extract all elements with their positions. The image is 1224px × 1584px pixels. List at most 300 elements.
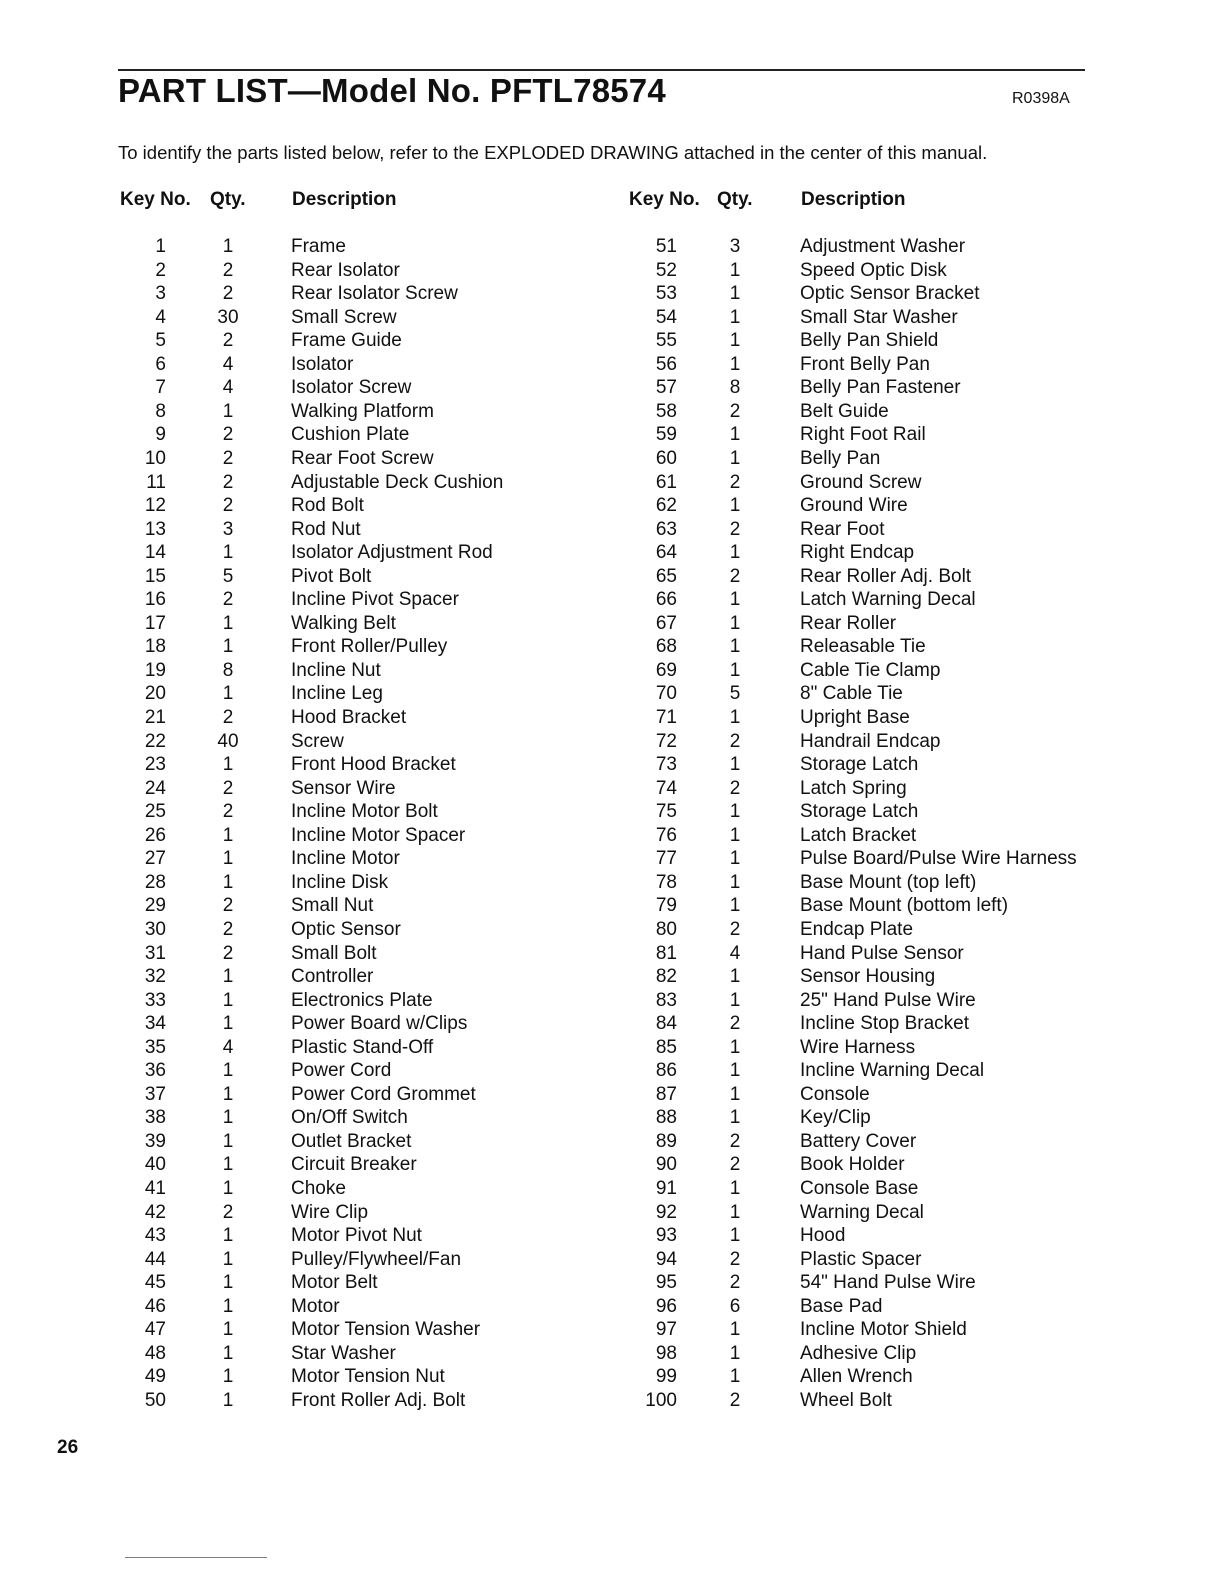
part-description: Rear Foot Screw	[291, 447, 434, 469]
part-key: 88	[655, 1107, 677, 1129]
part-description: Small Star Washer	[800, 306, 958, 328]
part-description: On/Off Switch	[291, 1107, 408, 1129]
part-description: Rear Foot	[800, 518, 885, 540]
part-key: 10	[144, 447, 166, 469]
part-key: 8	[155, 400, 166, 422]
part-key: 80	[655, 918, 677, 940]
part-description: Latch Warning Decal	[800, 589, 976, 611]
part-description: Incline Motor Spacer	[291, 824, 466, 846]
part-key: 50	[144, 1389, 166, 1411]
part-key: 52	[655, 259, 677, 281]
part-key: 25	[144, 801, 166, 823]
part-key: 17	[144, 612, 166, 634]
part-qty: 1	[729, 801, 741, 823]
part-description: Console	[800, 1083, 870, 1105]
part-qty: 1	[222, 1248, 234, 1270]
part-qty: 2	[729, 918, 741, 940]
part-key: 6	[155, 353, 166, 375]
part-key: 15	[144, 565, 166, 587]
part-key: 21	[144, 707, 166, 728]
part-description: Plastic Spacer	[800, 1248, 922, 1270]
part-qty: 3	[222, 518, 234, 540]
part-key: 72	[655, 730, 677, 752]
part-qty: 2	[729, 1272, 741, 1294]
part-qty: 1	[729, 966, 741, 988]
part-qty: 1	[222, 1225, 234, 1247]
part-key: 65	[655, 565, 677, 587]
part-key: 83	[655, 989, 677, 1011]
part-description: Isolator Adjustment Rod	[291, 542, 493, 564]
part-key: 20	[144, 683, 166, 705]
part-qty: 1	[222, 1178, 234, 1199]
left-header-key: Key No.	[120, 189, 191, 210]
part-key: 64	[655, 542, 677, 564]
part-key: 85	[655, 1036, 677, 1058]
part-key: 56	[655, 353, 677, 375]
part-key: 96	[655, 1295, 677, 1317]
part-qty: 2	[729, 1154, 741, 1176]
part-key: 79	[655, 895, 677, 917]
part-qty: 1	[729, 1036, 741, 1058]
part-description: Front Roller Adj. Bolt	[291, 1389, 466, 1411]
part-qty: 2	[222, 447, 234, 469]
part-qty: 8	[222, 659, 234, 681]
part-qty: 1	[729, 1342, 741, 1364]
part-description: Screw	[291, 730, 344, 752]
part-description: Right Endcap	[800, 542, 915, 564]
part-description: Storage Latch	[800, 801, 919, 823]
part-key: 87	[655, 1083, 677, 1105]
part-key: 57	[655, 377, 677, 399]
part-qty: 1	[222, 1013, 234, 1035]
part-qty: 2	[729, 730, 741, 752]
part-description: Motor Belt	[291, 1272, 378, 1294]
part-qty: 4	[222, 1036, 234, 1058]
part-qty: 2	[729, 1389, 741, 1411]
part-key: 29	[144, 895, 166, 917]
part-qty: 2	[729, 518, 741, 540]
part-description: Small Screw	[291, 306, 397, 328]
part-qty: 2	[222, 471, 234, 493]
part-description: Motor Tension Washer	[291, 1319, 481, 1341]
part-description: Frame Guide	[291, 330, 402, 352]
part-description: Front Hood Bracket	[291, 754, 456, 776]
part-description: Outlet Bracket	[291, 1130, 412, 1152]
part-description: Base Mount (bottom left)	[800, 895, 1009, 917]
part-key: 47	[144, 1319, 166, 1341]
part-description: Belly Pan Shield	[800, 330, 939, 352]
part-key: 59	[655, 424, 677, 446]
part-description: Incline Leg	[291, 683, 383, 705]
part-description: Motor Pivot Nut	[291, 1225, 422, 1247]
part-key: 37	[144, 1083, 166, 1105]
bottom-line	[125, 1557, 267, 1558]
part-key: 61	[655, 471, 677, 493]
part-description: Hood	[800, 1225, 846, 1247]
part-qty: 1	[729, 1366, 741, 1388]
document-code: R0398A	[1012, 90, 1070, 107]
part-qty: 2	[222, 918, 234, 940]
part-qty: 2	[222, 283, 234, 305]
part-key: 99	[655, 1366, 677, 1388]
part-qty: 40	[217, 730, 239, 752]
left-header-qty: Qty.	[210, 189, 246, 210]
part-qty: 1	[729, 306, 741, 328]
page-title: PART LIST—Model No. PFTL78574	[118, 72, 666, 109]
part-description: Pulley/Flywheel/Fan	[291, 1248, 462, 1270]
part-key: 4	[155, 306, 166, 328]
part-qty: 2	[729, 1248, 741, 1270]
part-description: Cable Tie Clamp	[800, 659, 941, 681]
part-key: 81	[655, 942, 677, 964]
right-header-qty: Qty.	[717, 189, 753, 210]
part-description: Adjustment Washer	[800, 236, 966, 257]
part-key: 5	[155, 330, 166, 352]
part-key: 73	[655, 754, 677, 776]
part-qty: 1	[222, 1083, 234, 1105]
part-description: Hand Pulse Sensor	[800, 942, 964, 964]
part-key: 71	[655, 707, 677, 728]
part-description: Incline Motor Shield	[800, 1319, 967, 1341]
part-qty: 1	[222, 236, 234, 257]
part-qty: 2	[729, 400, 741, 422]
part-description: Belt Guide	[800, 400, 889, 422]
part-qty: 1	[729, 259, 741, 281]
part-description: Small Nut	[291, 895, 374, 917]
part-key: 74	[655, 777, 677, 799]
part-description: Latch Spring	[800, 777, 907, 799]
part-description: Rear Isolator	[291, 259, 400, 281]
part-description: Wheel Bolt	[800, 1389, 892, 1411]
part-description: Belly Pan Fastener	[800, 377, 961, 399]
part-qty: 1	[729, 1083, 741, 1105]
part-description: Motor	[291, 1295, 340, 1317]
part-key: 58	[655, 400, 677, 422]
part-key: 13	[144, 518, 166, 540]
part-qty: 4	[222, 353, 234, 375]
part-description: 8" Cable Tie	[800, 683, 903, 705]
part-description: Rear Roller	[800, 612, 897, 634]
part-key: 77	[655, 848, 677, 870]
part-key: 30	[144, 918, 166, 940]
right-header-description: Description	[801, 189, 906, 210]
part-description: Belly Pan	[800, 447, 881, 469]
part-key: 62	[655, 495, 677, 517]
part-qty: 1	[729, 447, 741, 469]
part-qty: 2	[222, 801, 234, 823]
part-key: 95	[655, 1272, 677, 1294]
part-qty: 1	[729, 636, 741, 658]
part-key: 68	[655, 636, 677, 658]
part-key: 69	[655, 659, 677, 681]
part-description: Releasable Tie	[800, 636, 926, 658]
part-description: Walking Platform	[291, 400, 434, 422]
part-key: 49	[144, 1366, 166, 1388]
part-qty: 2	[222, 777, 234, 799]
part-qty: 5	[729, 683, 741, 705]
part-key: 54	[655, 306, 677, 328]
part-qty: 1	[222, 1319, 234, 1341]
part-qty: 1	[729, 659, 741, 681]
part-key: 82	[655, 966, 677, 988]
part-description: Circuit Breaker	[291, 1154, 417, 1176]
part-qty: 1	[729, 612, 741, 634]
part-qty: 1	[222, 1295, 234, 1317]
part-key: 24	[144, 777, 166, 799]
part-qty: 1	[222, 1389, 234, 1411]
part-key: 53	[655, 283, 677, 305]
part-qty: 1	[729, 330, 741, 352]
part-qty: 1	[729, 589, 741, 611]
part-qty: 5	[222, 565, 234, 587]
part-key: 44	[144, 1248, 166, 1270]
part-qty: 4	[729, 942, 741, 964]
part-key: 22	[144, 730, 166, 752]
part-key: 48	[144, 1342, 166, 1364]
part-qty: 2	[222, 707, 234, 728]
part-description: Base Pad	[800, 1295, 883, 1317]
part-qty: 2	[729, 777, 741, 799]
part-key: 93	[655, 1225, 677, 1247]
part-key: 63	[655, 518, 677, 540]
part-qty: 3	[729, 236, 741, 257]
part-key: 38	[144, 1107, 166, 1129]
part-key: 34	[144, 1013, 166, 1035]
part-qty: 1	[729, 495, 741, 517]
part-key: 55	[655, 330, 677, 352]
part-qty: 1	[222, 824, 234, 846]
part-description: Controller	[291, 966, 374, 988]
part-qty: 1	[729, 1201, 741, 1223]
part-key: 7	[155, 377, 166, 399]
part-qty: 1	[729, 1178, 741, 1199]
part-description: Incline Stop Bracket	[800, 1013, 969, 1035]
part-qty: 1	[222, 989, 234, 1011]
part-qty: 1	[729, 824, 741, 846]
part-qty: 1	[222, 966, 234, 988]
part-qty: 1	[729, 283, 741, 305]
part-qty: 1	[222, 754, 234, 776]
part-description: Incline Warning Decal	[800, 1060, 985, 1082]
part-key: 42	[144, 1201, 166, 1223]
part-qty: 30	[217, 306, 239, 328]
part-key: 84	[655, 1013, 677, 1035]
part-key: 26	[144, 824, 166, 846]
part-qty: 1	[729, 895, 741, 917]
part-description: Wire Harness	[800, 1036, 916, 1058]
part-qty: 1	[222, 683, 234, 705]
part-description: Walking Belt	[291, 612, 396, 634]
part-description: Isolator Screw	[291, 377, 412, 399]
part-qty: 1	[729, 1225, 741, 1247]
part-qty: 2	[222, 589, 234, 611]
left-header-description: Description	[292, 189, 397, 210]
part-key: 70	[655, 683, 677, 705]
part-description: Endcap Plate	[800, 918, 914, 940]
part-key: 27	[144, 848, 166, 870]
part-description: Isolator	[291, 353, 354, 375]
part-key: 97	[655, 1319, 677, 1341]
part-description: Electronics Plate	[291, 989, 433, 1011]
part-qty: 1	[729, 989, 741, 1011]
part-key: 3	[155, 283, 166, 305]
part-key: 98	[655, 1342, 677, 1364]
part-description: Ground Wire	[800, 495, 908, 517]
part-key: 19	[144, 659, 166, 681]
part-key: 16	[144, 589, 166, 611]
part-qty: 6	[729, 1295, 741, 1317]
part-description: Power Cord Grommet	[291, 1083, 476, 1105]
part-key: 100	[645, 1389, 677, 1411]
part-qty: 1	[222, 1154, 234, 1176]
part-key: 31	[144, 942, 166, 964]
part-qty: 2	[222, 330, 234, 352]
part-key: 39	[144, 1130, 166, 1152]
part-key: 18	[144, 636, 166, 658]
part-description: Pivot Bolt	[291, 565, 372, 587]
part-qty: 1	[222, 1366, 234, 1388]
part-qty: 1	[729, 754, 741, 776]
part-description: Incline Motor Bolt	[291, 801, 438, 823]
part-qty: 1	[729, 424, 741, 446]
part-description: Storage Latch	[800, 754, 919, 776]
part-key: 86	[655, 1060, 677, 1082]
part-qty: 2	[222, 1201, 234, 1223]
part-description: Small Bolt	[291, 942, 377, 964]
part-description: Wire Clip	[291, 1201, 369, 1223]
part-description: 54" Hand Pulse Wire	[800, 1272, 976, 1294]
title-rule	[118, 69, 1085, 71]
part-description: Adjustable Deck Cushion	[291, 471, 504, 493]
part-qty: 2	[729, 565, 741, 587]
part-key: 33	[144, 989, 166, 1011]
part-key: 1	[155, 236, 166, 257]
part-key: 66	[655, 589, 677, 611]
part-description: Console Base	[800, 1178, 919, 1199]
part-description: Plastic Stand-Off	[291, 1036, 434, 1058]
part-description: Pulse Board/Pulse Wire Harness	[800, 848, 1077, 870]
part-key: 75	[655, 801, 677, 823]
part-description: Book Holder	[800, 1154, 905, 1176]
part-qty: 1	[729, 542, 741, 564]
part-description: Upright Base	[800, 707, 910, 728]
part-key: 51	[655, 236, 677, 257]
part-description: Incline Pivot Spacer	[291, 589, 459, 611]
part-description: Optic Sensor Bracket	[800, 283, 980, 305]
part-qty: 1	[222, 1272, 234, 1294]
part-description: Rear Isolator Screw	[291, 283, 458, 305]
part-qty: 1	[729, 871, 741, 893]
part-qty: 1	[222, 636, 234, 658]
part-description: Sensor Wire	[291, 777, 396, 799]
part-qty: 4	[222, 377, 234, 399]
part-description: Right Foot Rail	[800, 424, 926, 446]
part-key: 41	[144, 1178, 166, 1199]
part-description: Rod Bolt	[291, 495, 364, 517]
part-qty: 1	[729, 1319, 741, 1341]
part-key: 92	[655, 1201, 677, 1223]
part-description: Rod Nut	[291, 518, 361, 540]
part-key: 11	[146, 471, 166, 493]
part-key: 45	[144, 1272, 166, 1294]
part-key: 43	[144, 1225, 166, 1247]
part-description: Key/Clip	[800, 1107, 871, 1129]
part-key: 32	[144, 966, 166, 988]
part-qty: 1	[222, 1107, 234, 1129]
part-qty: 1	[729, 848, 741, 870]
part-key: 36	[144, 1060, 166, 1082]
part-qty: 1	[222, 871, 234, 893]
part-description: Star Washer	[291, 1342, 396, 1364]
part-key: 60	[655, 447, 677, 469]
part-qty: 1	[729, 353, 741, 375]
part-description: Cushion Plate	[291, 424, 410, 446]
part-key: 28	[144, 871, 166, 893]
part-qty: 1	[729, 1107, 741, 1129]
part-qty: 1	[222, 542, 234, 564]
part-key: 76	[655, 824, 677, 846]
part-qty: 8	[729, 377, 741, 399]
part-description: Power Cord	[291, 1060, 392, 1082]
part-key: 35	[144, 1036, 166, 1058]
part-description: Incline Motor	[291, 848, 400, 870]
part-qty: 2	[729, 1013, 741, 1035]
part-qty: 2	[729, 471, 741, 493]
right-header-key: Key No.	[629, 189, 700, 210]
part-description: Base Mount (top left)	[800, 871, 977, 893]
part-description: Sensor Housing	[800, 966, 936, 988]
part-description: Allen Wrench	[800, 1366, 913, 1388]
part-qty: 1	[729, 1060, 741, 1082]
page-number: 26	[57, 1437, 79, 1458]
part-description: Rear Roller Adj. Bolt	[800, 565, 972, 587]
part-key: 23	[144, 754, 166, 776]
part-key: 40	[144, 1154, 166, 1176]
part-qty: 1	[222, 400, 234, 422]
part-description: Speed Optic Disk	[800, 259, 947, 281]
part-key: 91	[655, 1178, 677, 1199]
part-description: Front Roller/Pulley	[291, 636, 448, 658]
part-description: Incline Nut	[291, 659, 381, 681]
part-description: Ground Screw	[800, 471, 922, 493]
part-qty: 2	[222, 259, 234, 281]
part-description: 25" Hand Pulse Wire	[800, 989, 976, 1011]
part-key: 9	[155, 424, 166, 446]
part-description: Warning Decal	[800, 1201, 924, 1223]
part-key: 90	[655, 1154, 677, 1176]
part-key: 67	[655, 612, 677, 634]
part-description: Battery Cover	[800, 1130, 917, 1152]
part-qty: 1	[222, 1060, 234, 1082]
part-description: Hood Bracket	[291, 707, 407, 728]
part-qty: 1	[222, 1130, 234, 1152]
part-qty: 1	[222, 1342, 234, 1364]
part-description: Latch Bracket	[800, 824, 917, 846]
part-key: 12	[144, 495, 166, 517]
part-key: 14	[144, 542, 166, 564]
part-key: 78	[655, 871, 677, 893]
part-description: Front Belly Pan	[800, 353, 930, 375]
intro-text: To identify the parts listed below, refer to the EXPLODED DRAWING attached in the center of this manual.	[118, 142, 988, 163]
part-qty: 2	[222, 895, 234, 917]
part-description: Power Board w/Clips	[291, 1013, 468, 1035]
part-key: 94	[655, 1248, 677, 1270]
part-qty: 2	[222, 495, 234, 517]
part-description: Handrail Endcap	[800, 730, 941, 752]
part-description: Incline Disk	[291, 871, 389, 893]
part-key: 46	[144, 1295, 166, 1317]
part-description: Adhesive Clip	[800, 1342, 917, 1364]
